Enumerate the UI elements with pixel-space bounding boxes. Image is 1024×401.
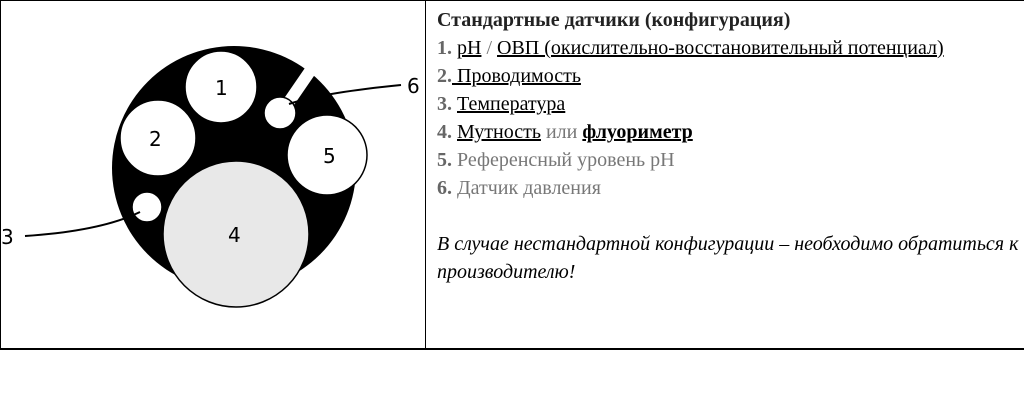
legend-item-2 (437, 62, 1022, 90)
sensor-layout-diagram (1, 1, 425, 349)
sensor-2-label: 2 (149, 127, 162, 151)
legend-item-2-text: Проводимость (452, 65, 581, 87)
sensor-3-label: 3 (1, 225, 14, 249)
legend-item-4 (437, 118, 1022, 146)
legend-item-4-fluorometer: флуориметр (582, 121, 693, 143)
legend-item-1-num: 1. (437, 37, 452, 59)
legend-item-5-num: 5. (437, 149, 452, 171)
sensor-3 (132, 192, 162, 222)
sensor-layout-svg (1, 1, 425, 349)
sensor-4-label: 4 (228, 223, 241, 247)
legend-item-4-num: 4. (437, 121, 452, 143)
legend-item-4-sep: или (540, 121, 583, 143)
legend-item-5-text: Референсный уровень pH (457, 149, 675, 171)
legend-item-1 (437, 34, 1022, 62)
legend-item-6-num: 6. (437, 177, 452, 199)
sensor-5-label: 5 (323, 144, 336, 168)
cell-divider (425, 1, 426, 348)
legend-item-6-text: Датчик давления (457, 177, 601, 199)
legend-item-4-turbidity: Мутность (457, 121, 541, 143)
sensor-6-label: 6 (407, 74, 420, 98)
legend-item-3-num: 3. (437, 93, 452, 115)
legend-item-1-sep: / (481, 37, 498, 59)
legend-item-5 (437, 146, 1022, 174)
legend-title: Стандартные датчики (конфигурация) (437, 9, 791, 31)
legend-item-6 (437, 174, 1022, 202)
sensor-6 (264, 97, 296, 129)
sensor-1-label: 1 (215, 76, 228, 100)
nonstandard-config-note: В случае нестандартной конфигурации – необходимо обратиться к производителю! (437, 233, 1019, 283)
legend-cell (437, 6, 1022, 306)
legend-item-2-num: 2. (437, 65, 452, 87)
legend-item-3-text: Температура (457, 93, 566, 115)
legend-item-1-orp: ОВП (окислительно-восстановительный потенциал) (497, 37, 944, 59)
legend-item-1-ph: pH (457, 37, 482, 59)
legend-item-3 (437, 90, 1022, 118)
